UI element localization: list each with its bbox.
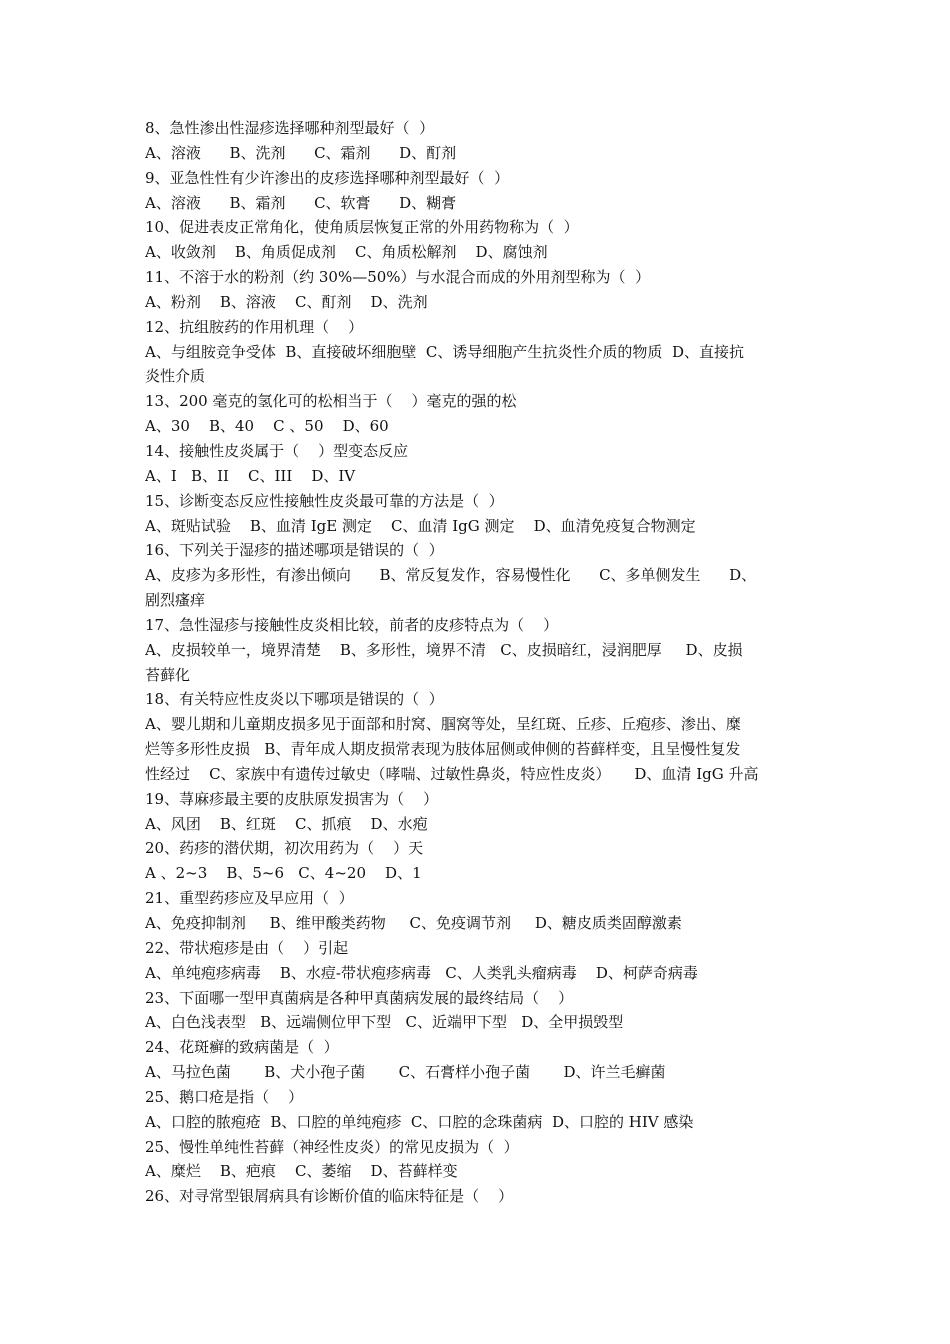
text-line: 10、促进表皮正常角化，使角质层恢复正常的外用药物称为（ ） — [145, 218, 579, 237]
text-line: 14、接触性皮炎属于（ ）型变态反应 — [145, 441, 409, 460]
text-line: 13、200 毫克的氢化可的松相当于（ ）毫克的强的松 — [145, 392, 517, 411]
text-line: 19、荨麻疹最主要的皮肤原发损害为（ ） — [145, 789, 439, 808]
text-line: A、收敛剂 B、角质促成剂 C、角质松解剂 D、腐蚀剂 — [145, 243, 548, 262]
text-line: A、糜烂 B、疤痕 C、萎缩 D、苔藓样变 — [145, 1162, 458, 1181]
text-line: 25、鹅口疮是指（ ） — [145, 1087, 304, 1106]
text-line: 苔藓化 — [145, 665, 191, 684]
text-line: 18、有关特应性皮炎以下哪项是错误的（ ） — [145, 690, 444, 709]
text-line: 21、重型药疹应及早应用（ ） — [145, 889, 354, 908]
text-line: 9、亚急性性有少许渗出的皮疹选择哪种剂型最好（ ） — [145, 168, 510, 187]
document-page — [145, 116, 810, 1209]
text-line: A、单纯疱疹病毒 B、水痘-带状疱疹病毒 C、人类乳头瘤病毒 D、柯萨奇病毒 — [145, 963, 698, 982]
text-line: A、粉剂 B、溶液 C、酊剂 D、洗剂 — [145, 292, 428, 311]
text-line: 23、下面哪一型甲真菌病是各种甲真菌病发展的最终结局（ ） — [145, 988, 574, 1007]
text-line: 炎性介质 — [145, 367, 206, 386]
text-line: 8、急性渗出性湿疹选择哪种剂型最好（ ） — [145, 119, 435, 137]
text-line: A、婴儿期和儿童期皮损多见于面部和肘窝、腘窝等处，呈红斑、丘疹、丘疱疹、渗出、糜 — [145, 715, 741, 734]
text-line: 15、诊断变态反应性接触性皮炎最可靠的方法是（ ） — [145, 491, 504, 510]
text-line: A、免疫抑制剂 B、维甲酸类药物 C、免疫调节剂 D、糖皮质类固醇激素 — [145, 914, 682, 932]
text-line: A 、2~3 B、5~6 C、4~20 D、1 — [145, 864, 422, 883]
text-line: 20、药疹的潜伏期，初次用药为（ ）天 — [145, 839, 424, 858]
text-line: A、斑贴试验 B、血清 IgE 测定 C、血清 IgG 测定 D、血清免疫复合物测定 — [145, 516, 696, 535]
text-line: 烂等多形性皮损 B、青年成人期皮损常表现为肢体屈侧或伸侧的苔藓样变，且呈慢性复发 — [145, 740, 741, 759]
text-line: 16、下列关于湿疹的描述哪项是错误的（ ） — [145, 541, 444, 560]
text-line: A、马拉色菌 B、犬小孢子菌 C、石膏样小孢子菌 D、许兰毛癣菌 — [145, 1063, 666, 1082]
text-line: A、口腔的脓疱疮 B、口腔的单纯疱疹 C、口腔的念珠菌病 D、口腔的 HIV 感染 — [145, 1112, 694, 1131]
text-line: 11、不溶于水的粉剂（约 30%—50%）与水混合而成的外用剂型称为（ ） — [145, 268, 651, 287]
text-line: 25、慢性单纯性苔藓（神经性皮炎）的常见皮损为（ ） — [145, 1137, 519, 1156]
text-line: A、皮损较单一，境界清楚 B、多形性，境界不清 C、皮损暗红，浸润肥厚 D、皮损 — [145, 640, 743, 659]
text-line: A、溶液 B、霜剂 C、软膏 D、糊膏 — [145, 193, 457, 212]
text-line: 22、带状疱疹是由（ ）引起 — [145, 938, 349, 957]
text-line: 26、对寻常型银屑病具有诊断价值的临床特征是（ ） — [145, 1187, 514, 1206]
text-line: A、风团 B、红斑 C、抓痕 D、水疱 — [145, 814, 428, 833]
text-line: 性经过 C、家族中有遗传过敏史（哮喘、过敏性鼻炎，特应性皮炎） D、血清 IgG 升高 — [145, 764, 759, 783]
text-line: 24、花斑癣的致病菌是（ ） — [145, 1038, 339, 1057]
text-line: A、与组胺竞争受体 B、直接破坏细胞壁 C、诱导细胞产生抗炎性介质的物质 D、直接抗 — [145, 342, 744, 361]
text-line: A、皮疹为多形性，有渗出倾向 B、常反复发作，容易慢性化 C、多单侧发生 D、 — [145, 566, 757, 585]
text-line: 17、急性湿疹与接触性皮炎相比较，前者的皮疹特点为（ ） — [145, 615, 559, 634]
text-line: A、I B、II C、III D、IV — [145, 466, 356, 485]
text-line: A、30 B、40 C 、50 D、60 — [145, 417, 389, 436]
text-line: 剧烈瘙痒 — [145, 591, 206, 610]
text-line: A、白色浅表型 B、远端侧位甲下型 C、近端甲下型 D、全甲损毁型 — [145, 1013, 624, 1032]
text-line: A、溶液 B、洗剂 C、霜剂 D、酊剂 — [145, 143, 457, 162]
text-line: 12、抗组胺药的作用机理（ ） — [145, 317, 364, 336]
